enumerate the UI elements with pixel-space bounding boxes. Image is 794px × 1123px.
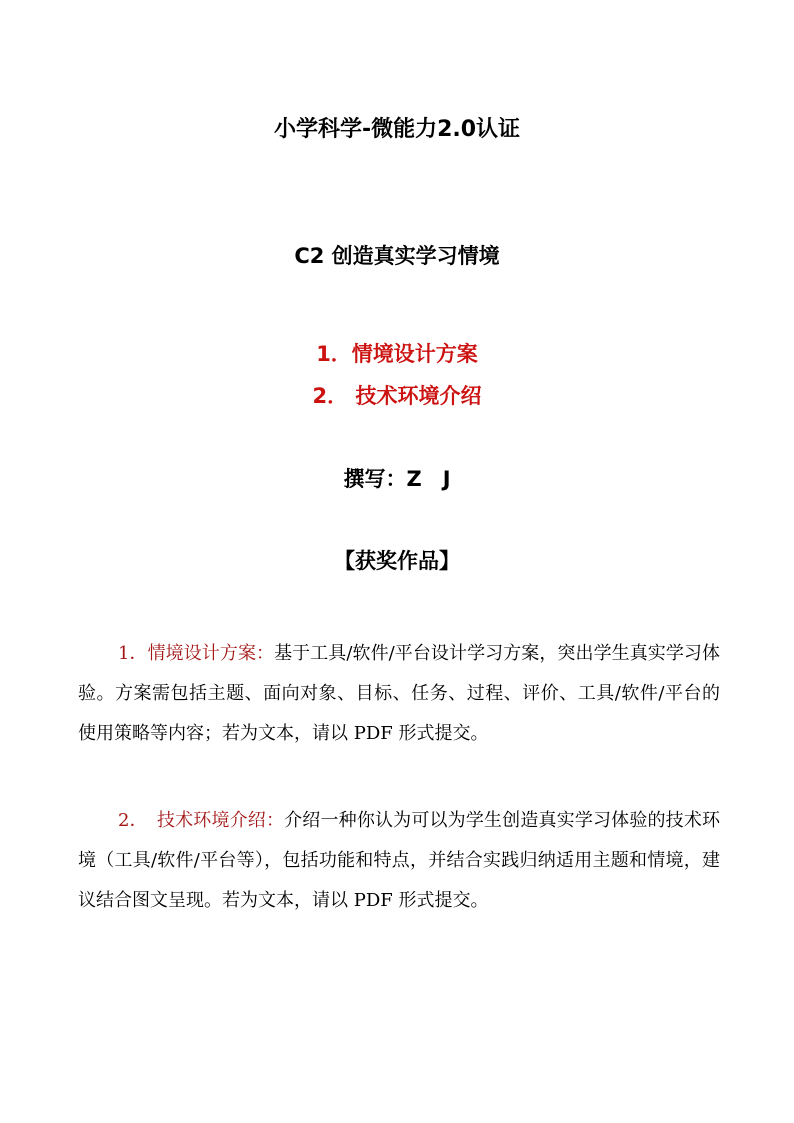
paragraph-2 (78, 801, 720, 921)
paragraph-1 (78, 634, 720, 754)
paragraph-1-lead: 1．情境设计方案： (118, 643, 275, 664)
paragraph-2-body: 介绍一种你认为可以为学生创造真实学习体验的技术环境（工具/软件/平台等），包括功能和特点，并结合实践归纳适用主题和情境，建议结合图文呈现。若为文本，请以 PDF 形式提交。 (78, 810, 721, 911)
paragraph-2-lead: 2． 技术环境介绍： (118, 810, 285, 831)
award-label: 【获奖作品】 (334, 549, 460, 573)
document-subtitle: C2 创造真实学习情境 (294, 244, 500, 268)
document-title: 小学科学-微能力2.0认证 (273, 117, 521, 142)
section-item-1: 1．情境设计方案 (316, 342, 478, 366)
author-line: 撰写：Z J (343, 467, 451, 491)
paragraph-1-body: 基于工具/软件/平台设计学习方案，突出学生真实学习体验。方案需包括主题、面向对象、目标、任务、过程、评价、工具/软件/平台的使用策略等内容；若为文本，请以 PDF 形式提交。 (78, 643, 720, 744)
section-item-2: 2． 技术环境介绍 (312, 384, 482, 408)
